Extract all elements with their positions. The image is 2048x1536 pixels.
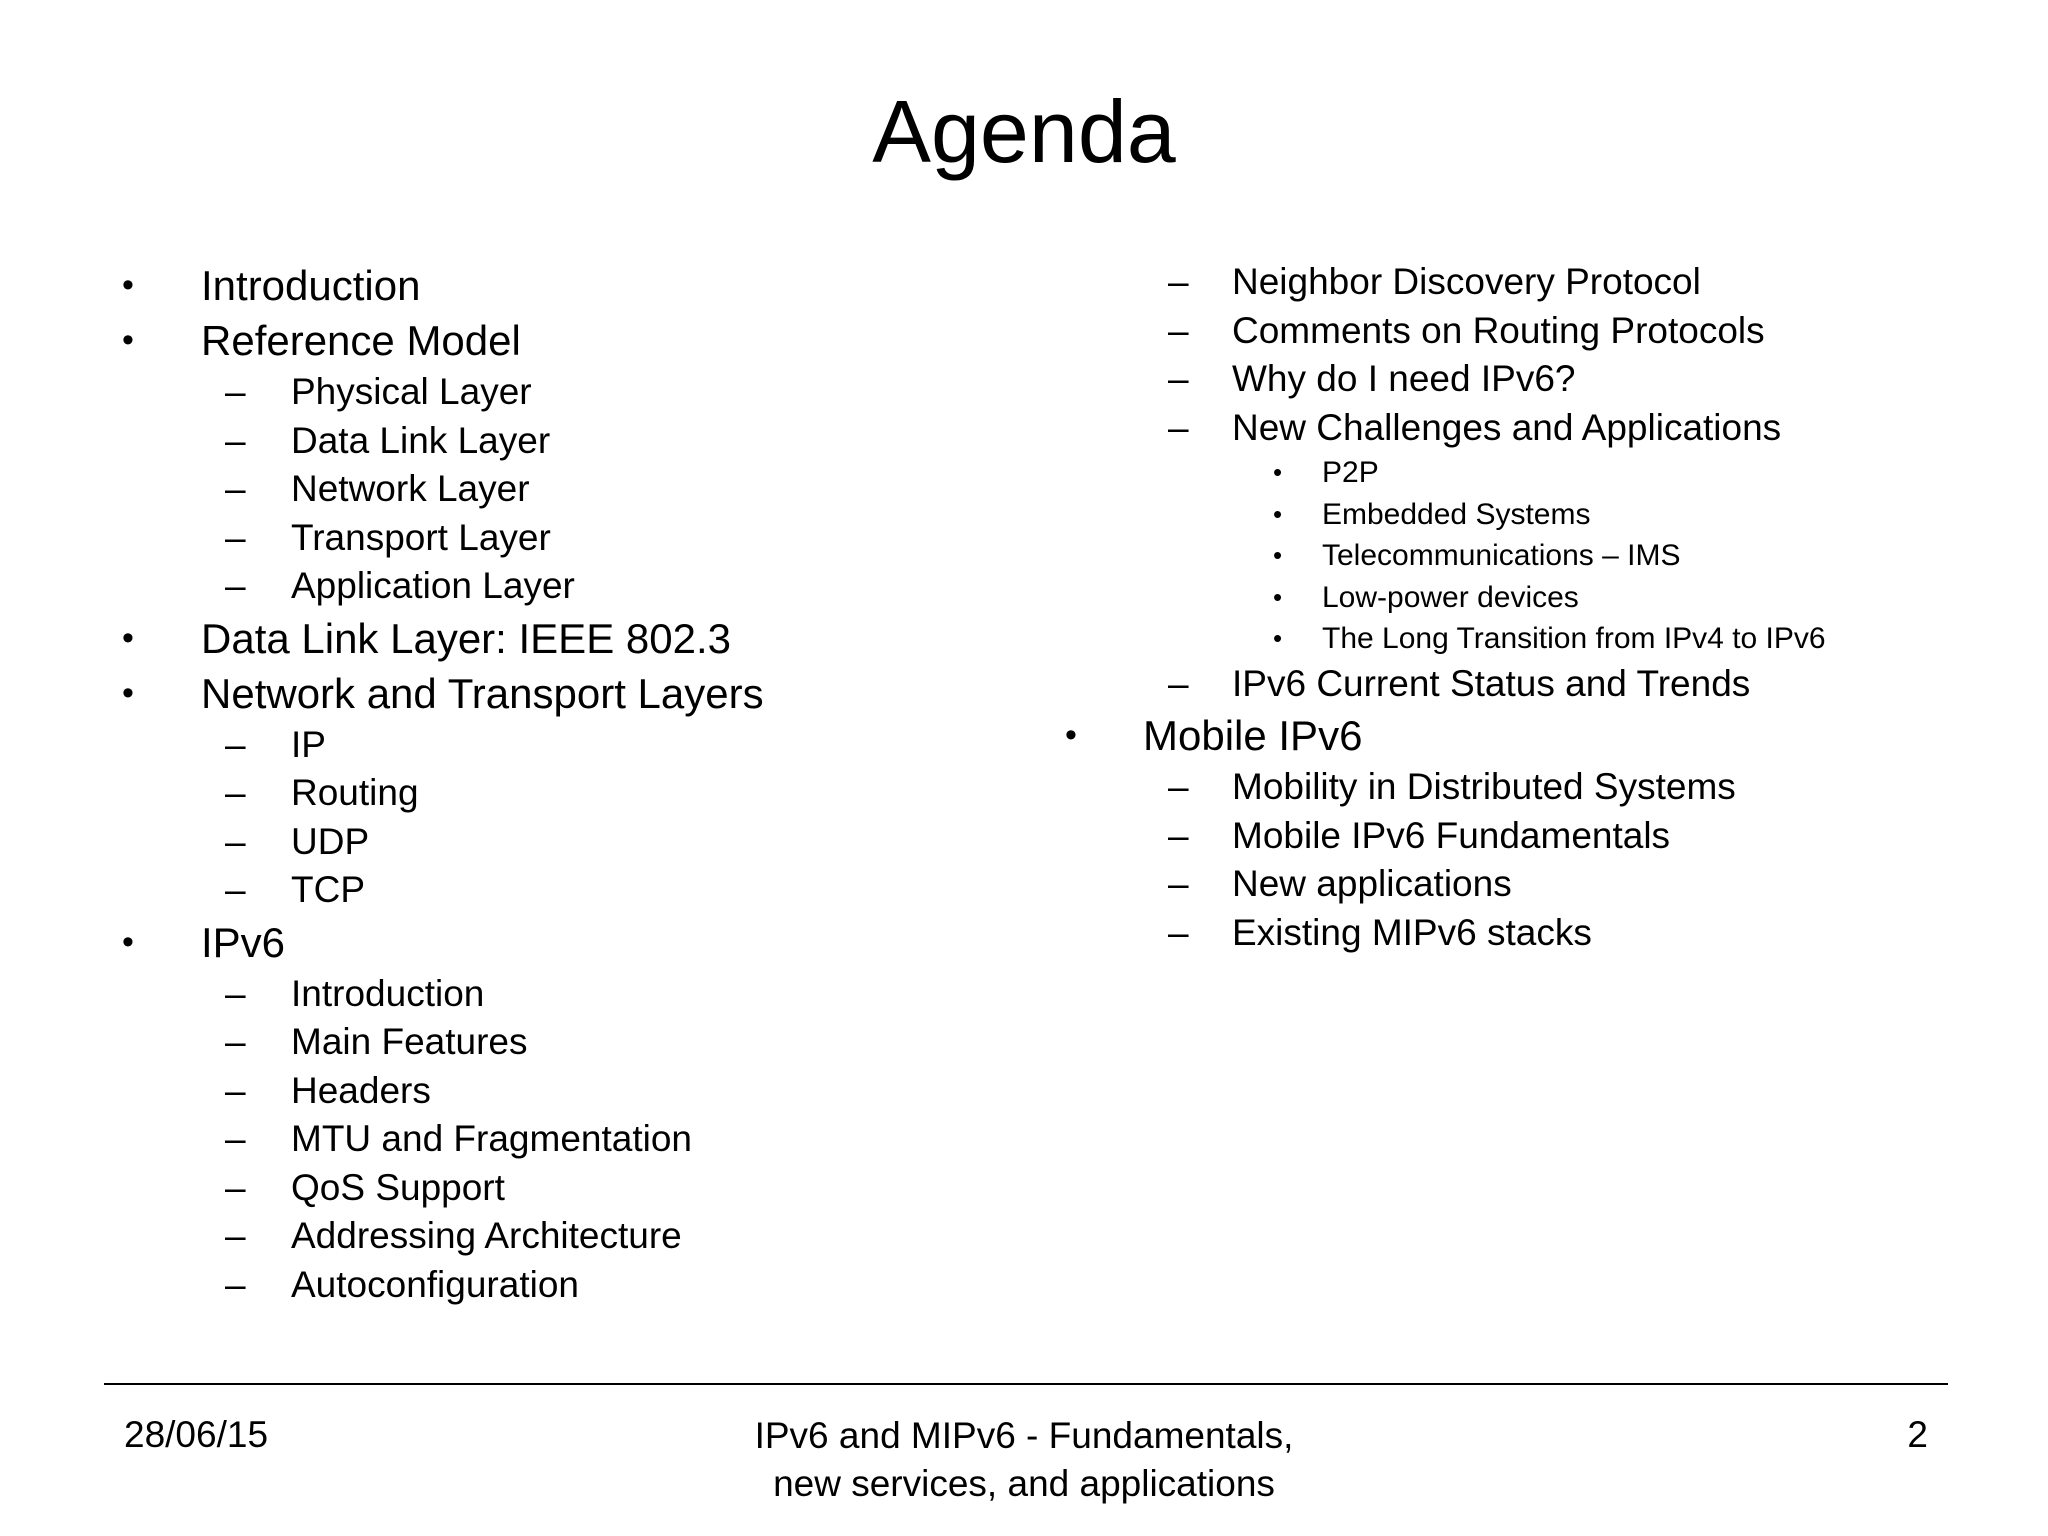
bullet-marker: • (122, 266, 134, 304)
bullet-marker: • (1273, 498, 1283, 529)
agenda-item-level-1 (0, 708, 2048, 763)
bullet-marker: • (122, 922, 134, 961)
agenda-item-text: Embedded Systems (1322, 497, 1591, 531)
agenda-item-level-2 (0, 660, 2048, 709)
agenda-item-text: Addressing Architecture (291, 1215, 682, 1256)
agenda-item-text: Transport Layer (291, 516, 551, 558)
dash-marker: – (225, 516, 246, 558)
agenda-item-text: Autoconfiguration (291, 1263, 579, 1305)
agenda-item-text: Headers (291, 1069, 431, 1111)
footer-title-line-1: IPv6 and MIPv6 - Fundamentals, (754, 1415, 1294, 1456)
footer-date: 28/06/15 (124, 1414, 269, 1455)
dash-marker: – (1168, 406, 1189, 448)
agenda-item-level-2 (0, 860, 2048, 909)
footer-title-line-2: new services, and applications (773, 1463, 1275, 1504)
dash-marker: – (225, 1215, 246, 1256)
agenda-item-level-2 (0, 404, 2048, 453)
dash-marker: – (225, 1069, 246, 1111)
dash-marker: – (1168, 814, 1189, 856)
agenda-item-text: Why do I need IPv6? (1232, 358, 1576, 399)
footer-page-number: 2 (1907, 1414, 1928, 1455)
agenda-item-level-2 (0, 970, 1060, 1019)
agenda-item-level-2 (0, 1164, 1060, 1213)
bullet-marker: • (1273, 540, 1283, 570)
dash-marker: – (225, 1021, 246, 1062)
agenda-item-text: IPv6 (201, 918, 286, 966)
agenda-item-text: Routing (291, 772, 419, 813)
dash-marker: – (1168, 309, 1189, 351)
agenda-item-level-2 (0, 1018, 1060, 1067)
agenda-item-level-2 (0, 909, 2048, 958)
dash-marker: – (225, 869, 246, 910)
agenda-item-text: P2P (1322, 456, 1379, 489)
dash-marker: – (225, 972, 246, 1014)
dash-marker: – (225, 419, 246, 461)
agenda-item-text: Main Features (291, 1021, 528, 1062)
bullet-marker: • (122, 321, 134, 359)
agenda-item-level-2 (0, 1115, 1060, 1164)
agenda-item-text: Data Link Layer (291, 419, 551, 461)
agenda-item-text: Comments on Routing Protocols (1232, 309, 1765, 351)
agenda-item-text: Reference Model (201, 317, 521, 364)
dash-marker: – (225, 1166, 246, 1208)
dash-marker: – (225, 565, 246, 606)
agenda-item-text: Existing MIPv6 stacks (1232, 911, 1592, 953)
dash-marker: – (225, 1263, 246, 1305)
bullet-marker: • (1273, 581, 1283, 612)
agenda-item-level-2 (0, 258, 2048, 307)
agenda-right-column (0, 258, 2048, 957)
agenda-item-text: QoS Support (291, 1166, 505, 1208)
agenda-item-text: Mobility in Distributed Systems (1232, 766, 1736, 807)
bullet-marker: • (1273, 457, 1283, 487)
agenda-item-level-3 (0, 452, 2048, 494)
dash-marker: – (1168, 766, 1189, 807)
bullet-marker: • (122, 673, 134, 712)
agenda-item-text: Neighbor Discovery Protocol (1232, 261, 1701, 302)
agenda-item-text: Low-power devices (1322, 580, 1579, 614)
footer-divider (104, 1383, 1948, 1385)
dash-marker: – (225, 371, 246, 412)
agenda-item-text: MTU and Fragmentation (291, 1118, 693, 1159)
agenda-item-level-2 (0, 763, 2048, 812)
agenda-item-level-3 (0, 494, 2048, 536)
bullet-marker: • (1065, 716, 1077, 754)
agenda-item-level-2 (0, 812, 2048, 861)
agenda-item-text: Introduction (291, 972, 485, 1014)
dash-marker: – (225, 772, 246, 813)
agenda-item-level-3 (0, 618, 2048, 660)
agenda-item-level-3 (0, 577, 2048, 619)
bullet-marker: • (122, 618, 134, 657)
bullet-marker: • (1273, 623, 1283, 653)
agenda-item-text: Network and Transport Layers (201, 669, 764, 717)
agenda-item-level-3 (0, 535, 2048, 577)
agenda-item-text: Introduction (201, 262, 421, 309)
agenda-item-text: Mobile IPv6 Fundamentals (1232, 814, 1671, 856)
agenda-item-text: New applications (1232, 863, 1512, 904)
agenda-item-level-2 (0, 307, 2048, 356)
agenda-item-text: Physical Layer (291, 371, 532, 412)
agenda-item-text: Application Layer (291, 565, 575, 606)
agenda-item-text: Telecommunications – IMS (1322, 539, 1681, 572)
slide-title: Agenda (872, 82, 1176, 181)
agenda-item-text: The Long Transition from IPv4 to IPv6 (1322, 622, 1826, 655)
agenda-item-text: Mobile IPv6 (1143, 712, 1363, 759)
dash-marker: – (1168, 358, 1189, 399)
dash-marker: – (1168, 261, 1189, 302)
agenda-item-level-2 (0, 1212, 1060, 1261)
dash-marker: – (1168, 662, 1189, 704)
dash-marker: – (225, 820, 246, 862)
dash-marker: – (225, 1118, 246, 1159)
agenda-item-text: UDP (291, 820, 370, 862)
agenda-item-text: New Challenges and Applications (1232, 406, 1782, 448)
agenda-item-text: Network Layer (291, 468, 530, 509)
dash-marker: – (225, 468, 246, 509)
agenda-item-text: IPv6 Current Status and Trends (1232, 662, 1751, 704)
agenda-item-text: TCP (291, 869, 365, 910)
agenda-item-text: Data Link Layer: IEEE 802.3 (201, 614, 731, 662)
dash-marker: – (1168, 863, 1189, 904)
agenda-item-level-2 (0, 1261, 1060, 1310)
footer-presentation-title (624, 1412, 1424, 1508)
agenda-item-level-2 (0, 1067, 1060, 1116)
dash-marker: – (225, 723, 246, 765)
agenda-item-level-2 (0, 355, 2048, 404)
dash-marker: – (1168, 911, 1189, 953)
agenda-item-text: IP (291, 723, 326, 765)
